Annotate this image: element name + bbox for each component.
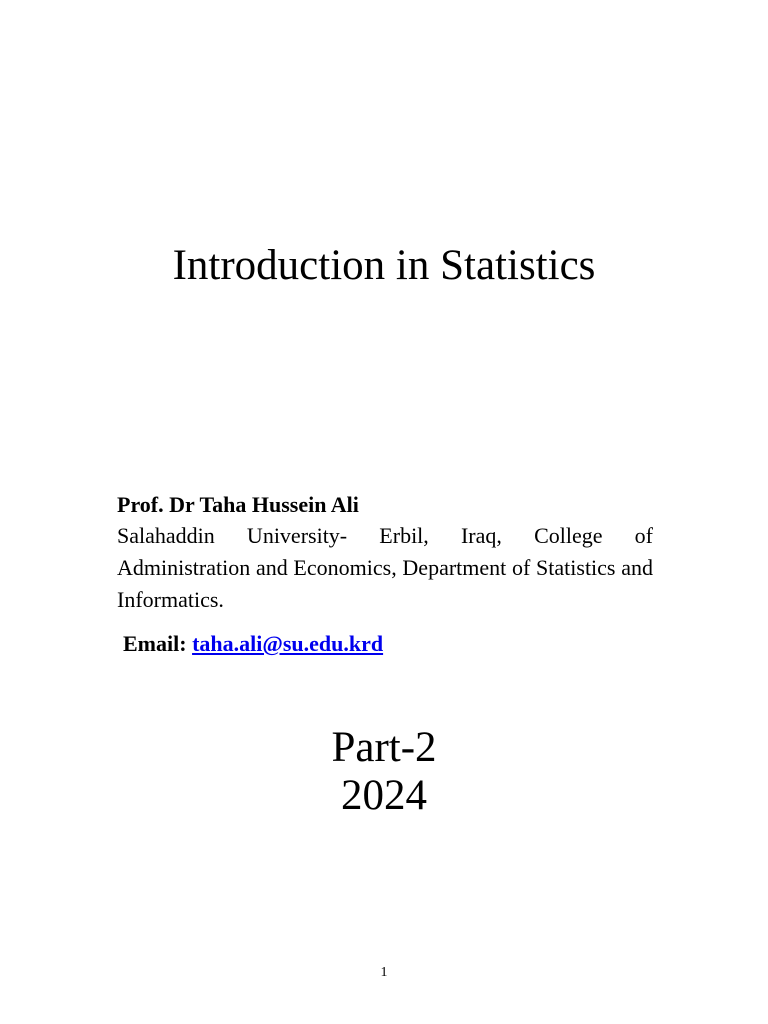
part-label: Part-2 [331,724,437,771]
email-line [123,628,383,660]
part-block [0,724,768,820]
year-label: 2024 [341,772,427,819]
page-number: 1 [380,965,388,980]
email-link[interactable]: taha.ali@su.edu.krd [192,631,384,656]
author-name: Prof. Dr Taha Hussein Ali [117,492,359,517]
author-affiliation: Salahaddin University- Erbil, Iraq, College of Administration and Economics, Department of Statistics and Informatics. [117,523,653,612]
document-title: Introduction in Statistics [172,242,596,289]
author-block [117,490,653,616]
email-label: Email: [123,631,187,656]
